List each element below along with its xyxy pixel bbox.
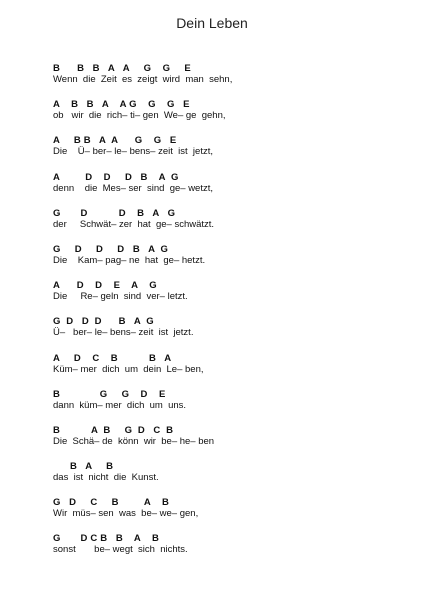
note-letters: A D C B B A xyxy=(53,352,172,364)
verse-line xyxy=(53,99,413,135)
lyric-text: Die Re– geln sind ver– letzt. xyxy=(53,291,188,303)
note-letters: A B B A A G G G E xyxy=(53,99,190,111)
note-letters: B G G D E xyxy=(53,388,166,400)
verse-line xyxy=(53,135,413,171)
lyric-text: Die Ü– ber– le– bens– zeit ist jetzt, xyxy=(53,146,213,158)
note-letters: G D D B A G xyxy=(53,207,176,219)
lyric-text: Wenn die Zeit es zeigt wird man sehn, xyxy=(53,74,233,85)
lyric-text: dann küm– mer dich um uns. xyxy=(53,399,187,411)
verse-line xyxy=(53,280,413,316)
verse-line xyxy=(53,208,413,244)
note-letters: A D D D B A G xyxy=(53,171,179,183)
lyric-text: Die Schä– de könn wir be– he– ben xyxy=(53,435,215,447)
verse-line xyxy=(53,425,413,461)
note-letters: A B B A A G G E xyxy=(53,135,177,147)
note-letters: G D C B B A B xyxy=(53,533,160,545)
lyric-text: das ist nicht die Kunst. xyxy=(53,472,159,484)
lyric-text: denn die Mes– ser sind ge– wetzt, xyxy=(53,182,214,194)
lyric-text: Ü– ber– le– bens– zeit ist jetzt. xyxy=(53,327,194,339)
lyric-text: Wir müs– sen was be– we– gen, xyxy=(53,508,199,520)
verse-line xyxy=(53,316,413,352)
note-letters: G D C B A B xyxy=(53,497,170,509)
note-letters: G D D D B A G xyxy=(53,243,169,255)
verse-line xyxy=(53,244,413,280)
verse-list xyxy=(53,63,413,570)
lyric-text: sonst be– wegt sich nichts. xyxy=(53,544,188,556)
lyric-text: Küm– mer dich um dein Le– ben, xyxy=(53,363,204,375)
note-letters: A D D E A G xyxy=(53,280,157,292)
note-letters: B A B G D C B xyxy=(53,424,174,436)
lyric-text: ob wir die rich– ti– gen We– ge gehn, xyxy=(53,110,226,122)
verse-line xyxy=(53,533,413,569)
verse-line xyxy=(53,63,413,99)
verse-line xyxy=(53,172,413,208)
note-letters: B B B A A G G E xyxy=(53,63,191,74)
song-title: Dein Leben xyxy=(176,15,248,31)
note-letters: B A B xyxy=(53,461,114,473)
lyric-text: Die Kam– pag– ne hat ge– hetzt. xyxy=(53,254,206,266)
verse-line xyxy=(53,497,413,533)
verse-line xyxy=(53,389,413,425)
verse-line xyxy=(53,353,413,389)
note-letters: G D D D B A G xyxy=(53,316,154,328)
verse-line xyxy=(53,461,413,497)
lyric-text: der Schwät– zer hat ge– schwätzt. xyxy=(53,218,215,230)
